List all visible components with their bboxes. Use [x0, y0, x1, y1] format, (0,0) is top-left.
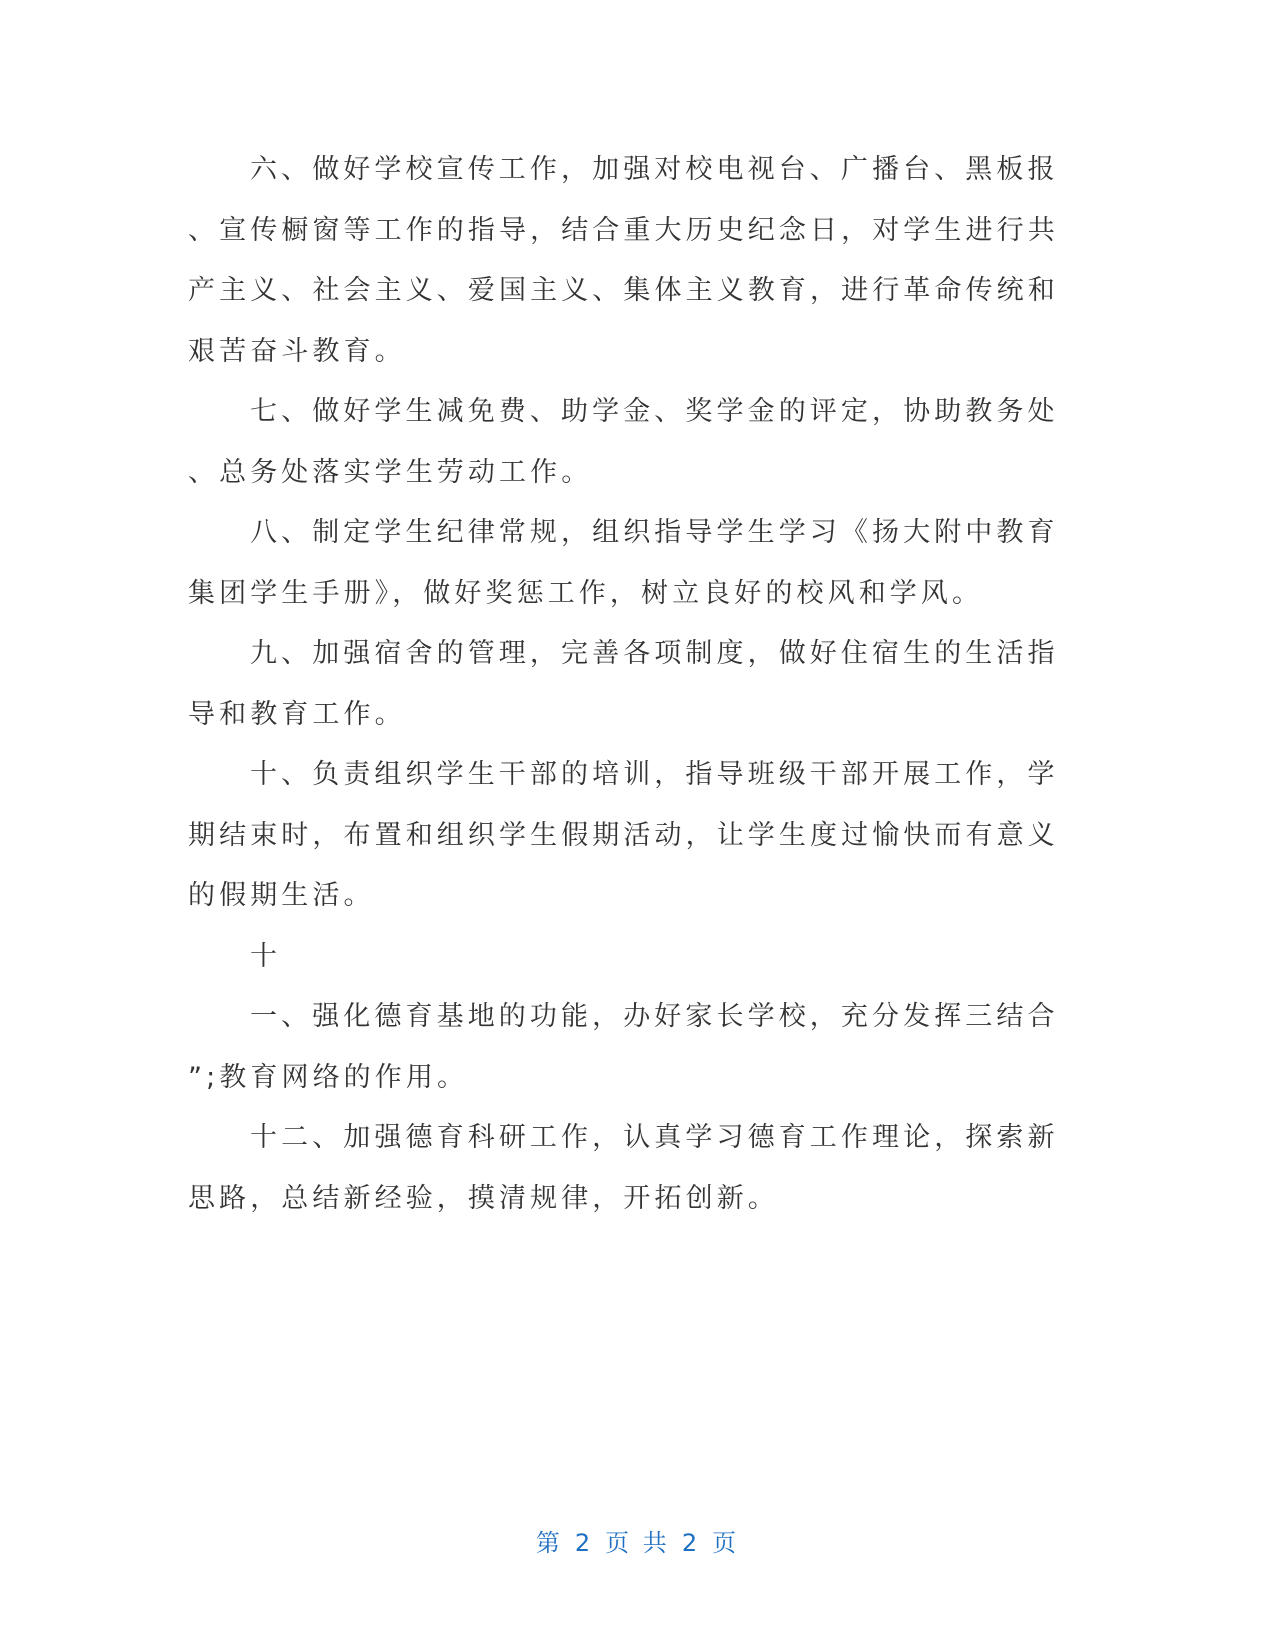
paragraph-11-head [188, 927, 1063, 988]
paragraph-line: 产主义、社会主义、爱国主义、集体主义教育，进行革命传统和 [188, 275, 1059, 306]
paragraph-12 [188, 1108, 1063, 1229]
page-label-suffix: 页 [712, 1529, 740, 1557]
paragraph-line: 艰苦奋斗教育。 [188, 335, 406, 367]
document-body [188, 140, 1063, 1229]
paragraph-line: 六、做好学校宣传工作，加强对校电视台、广播台、黑板报 [250, 154, 1059, 185]
paragraph-line: 、宣传橱窗等工作的指导，结合重大历史纪念日，对学生进行共 [188, 214, 1059, 246]
page-label-mid: 页 共 [605, 1529, 670, 1557]
page-label-prefix: 第 [535, 1529, 563, 1557]
paragraph-line: ”;教育网络的作用。 [188, 1061, 469, 1093]
page-footer [0, 1523, 1275, 1558]
paragraph-line: 的假期生活。 [188, 880, 375, 911]
paragraph-line: 一、强化德育基地的功能，办好家长学校，充分发挥三结合 [250, 1001, 1059, 1032]
paragraph-6 [188, 140, 1063, 382]
total-pages-number: 2 [681, 1529, 701, 1557]
paragraph-line: 九、加强宿舍的管理，完善各项制度，做好住宿生的生活指 [250, 638, 1059, 669]
paragraph-line: 七、做好学生减免费、助学金、奖学金的评定，协助教务处 [250, 396, 1059, 427]
paragraph-9 [188, 624, 1063, 745]
current-page-number: 2 [574, 1529, 594, 1557]
paragraph-line: 、总务处落实学生劳动工作。 [188, 456, 593, 488]
paragraph-line: 十、负责组织学生干部的培训，指导班级干部开展工作，学 [250, 759, 1059, 790]
paragraph-line: 导和教育工作。 [188, 698, 406, 730]
paragraph-10 [188, 745, 1063, 927]
paragraph-line: 集团学生手册》，做好奖惩工作，树立良好的校风和学风。 [188, 577, 984, 609]
paragraph-line: 八、制定学生纪律常规，组织指导学生学习《扬大附中教育 [250, 517, 1059, 548]
paragraph-11 [188, 987, 1063, 1108]
paragraph-8 [188, 503, 1063, 624]
paragraph-line: 十二、加强德育科研工作，认真学习德育工作理论，探索新 [250, 1122, 1059, 1153]
paragraph-7 [188, 382, 1063, 503]
paragraph-line: 期结束时，布置和组织学生假期活动，让学生度过愉快而有意义 [188, 819, 1059, 851]
paragraph-line: 思路，总结新经验，摸清规律，开拓创新。 [188, 1182, 779, 1214]
paragraph-line: 十 [250, 940, 282, 972]
